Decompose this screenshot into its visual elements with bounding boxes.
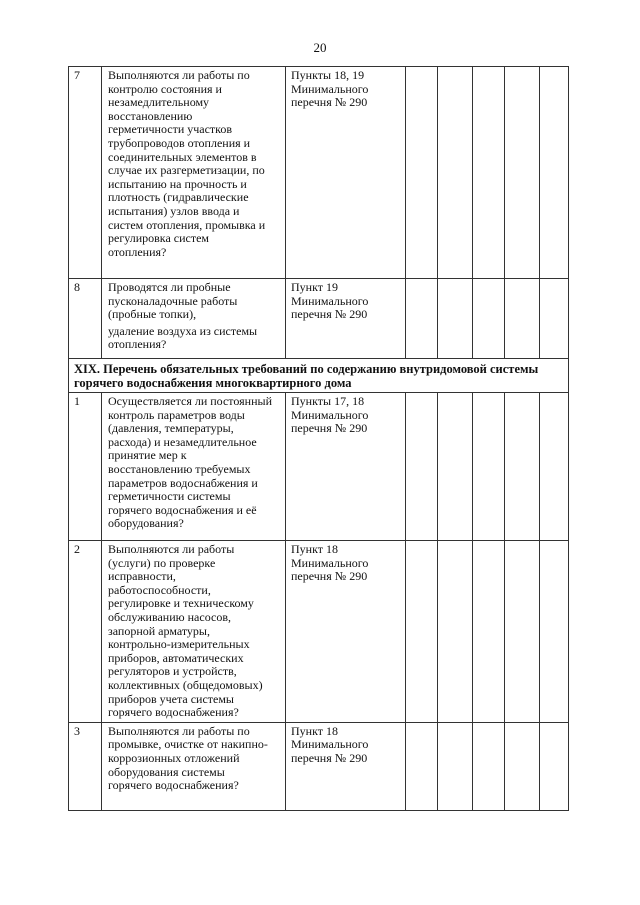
row-number: 2 bbox=[69, 541, 102, 723]
row-number: 3 bbox=[69, 722, 102, 810]
question-cell: Выполняются ли работы по промывке, очистке от накипно- коррозионных отложений оборудования системы горячего водоснабжения? bbox=[102, 722, 286, 810]
answer-cell[interactable] bbox=[473, 67, 505, 279]
answer-cell[interactable] bbox=[505, 67, 540, 279]
page-number: 20 bbox=[313, 40, 327, 55]
answer-cell[interactable] bbox=[505, 722, 540, 810]
table-row bbox=[69, 67, 569, 279]
table-row bbox=[69, 541, 569, 723]
answer-cell[interactable] bbox=[540, 722, 569, 810]
row-number: 7 bbox=[69, 67, 102, 279]
row-number: 1 bbox=[69, 393, 102, 541]
answer-cell[interactable] bbox=[406, 67, 438, 279]
table-row bbox=[69, 722, 569, 810]
answer-cell[interactable] bbox=[540, 393, 569, 541]
answer-cell[interactable] bbox=[505, 541, 540, 723]
answer-cell[interactable] bbox=[438, 541, 473, 723]
section-title: XIX. Перечень обязательных требований по содержанию внутридомовой системы горячего водоснабжения многоквартирного дома bbox=[69, 359, 569, 393]
row-number: 8 bbox=[69, 279, 102, 359]
reference-cell: Пункт 19 Минимального перечня № 290 bbox=[286, 279, 406, 359]
answer-cell[interactable] bbox=[540, 67, 569, 279]
answer-cell[interactable] bbox=[473, 722, 505, 810]
answer-cell[interactable] bbox=[505, 393, 540, 541]
answer-cell[interactable] bbox=[406, 279, 438, 359]
answer-cell[interactable] bbox=[406, 541, 438, 723]
answer-cell[interactable] bbox=[438, 67, 473, 279]
question-cell: Выполняются ли работы по контролю состояния и незамедлительному восстановлению герметичности участков трубопроводов отопления и соединительных элементов в случае их разгерметизации, по испытанию на прочность и плотность (гидравлические испытания) узлов ввода и систем отопления, промывка и регулировка систем отопления? bbox=[102, 67, 286, 279]
table-row bbox=[69, 279, 569, 359]
question-cell: Проводятся ли пробные пусконаладочные работы (пробные топки), удаление воздуха из системы отопления? bbox=[102, 279, 286, 359]
answer-cell[interactable] bbox=[438, 722, 473, 810]
reference-cell: Пункты 18, 19 Минимального перечня № 290 bbox=[286, 67, 406, 279]
answer-cell[interactable] bbox=[505, 279, 540, 359]
section-header-row bbox=[69, 359, 569, 393]
answer-cell[interactable] bbox=[473, 541, 505, 723]
answer-cell[interactable] bbox=[540, 541, 569, 723]
question-cell: Осуществляется ли постоянный контроль параметров воды (давления, температуры, расхода) и незамедлительное принятие мер к восстановлению требуемых параметров водоснабжения и герметичности системы горячего водоснабжения и её оборудования? bbox=[102, 393, 286, 541]
reference-cell: Пункт 18 Минимального перечня № 290 bbox=[286, 541, 406, 723]
answer-cell[interactable] bbox=[540, 279, 569, 359]
answer-cell[interactable] bbox=[473, 279, 505, 359]
answer-cell[interactable] bbox=[438, 393, 473, 541]
reference-cell: Пункты 17, 18 Минимального перечня № 290 bbox=[286, 393, 406, 541]
answer-cell[interactable] bbox=[473, 393, 505, 541]
answer-cell[interactable] bbox=[406, 722, 438, 810]
answer-cell[interactable] bbox=[406, 393, 438, 541]
table-row bbox=[69, 393, 569, 541]
question-cell: Выполняются ли работы (услуги) по проверке исправности, работоспособности, регулировке и техническому обслуживанию насосов, запорной арматуры, контрольно-измерительных приборов, автоматических регуляторов и устройств, коллективных (общедомовых) приборов учета системы горячего водоснабжения? bbox=[102, 541, 286, 723]
answer-cell[interactable] bbox=[438, 279, 473, 359]
requirements-table bbox=[68, 66, 569, 811]
reference-cell: Пункт 18 Минимального перечня № 290 bbox=[286, 722, 406, 810]
